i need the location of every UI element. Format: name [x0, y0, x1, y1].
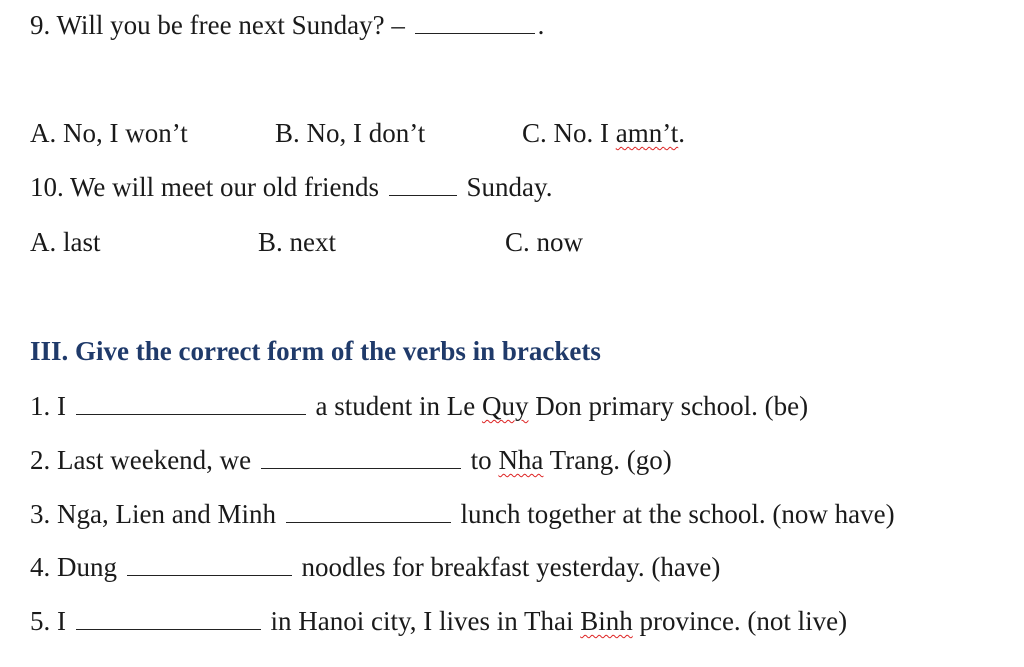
section-heading: III. Give the correct form of the verbs in brackets	[30, 336, 601, 366]
item-3-before: 3. Nga, Lien and Minh	[30, 499, 276, 529]
item-3-after: lunch together at the school. (now have)	[460, 499, 895, 529]
q9-option-c	[522, 116, 685, 150]
question-9-text: 9. Will you be free next Sunday? –	[30, 10, 405, 40]
answer-blank	[127, 553, 292, 576]
question-10-after: Sunday.	[466, 172, 553, 202]
exercise-item-3	[30, 497, 895, 531]
item-5-after-post: province. (not live)	[632, 606, 848, 636]
item-2-after-post: Trang. (go)	[543, 445, 672, 475]
item-2-before: 2. Last weekend, we	[30, 445, 252, 475]
answer-blank	[415, 11, 535, 34]
answer-blank	[286, 500, 451, 523]
item-1-before: 1. I	[30, 391, 66, 421]
spellcheck-flagged-word: Nha	[498, 445, 544, 475]
question-10	[30, 170, 553, 204]
exercise-item-4	[30, 550, 720, 584]
exercise-item-1	[30, 389, 808, 423]
item-1-after-post: Don primary school. (be)	[528, 391, 809, 421]
answer-blank	[261, 446, 461, 469]
item-2-after-pre: to	[470, 445, 499, 475]
q9-option-c-prefix: C. No. I	[522, 118, 616, 148]
q10-option-c: C. now	[505, 227, 584, 257]
item-4-after: noodles for breakfast yesterday. (have)	[301, 552, 721, 582]
question-10-before: 10. We will meet our old friends	[30, 172, 380, 202]
spellcheck-flagged-word: Binh	[580, 606, 633, 636]
item-5-before: 5. I	[30, 606, 66, 636]
spellcheck-flagged-word: Quy	[481, 391, 529, 421]
q9-option-b: B. No, I don’t	[275, 118, 426, 148]
spellcheck-flagged-word: amn’t	[615, 118, 679, 148]
item-5-after-pre: in Hanoi city, I lives in Thai	[270, 606, 581, 636]
question-9-end: .	[537, 10, 545, 40]
q9-option-c-suffix: .	[678, 118, 685, 148]
q9-option-a: A. No, I won’t	[30, 118, 188, 148]
exercise-item-5	[30, 604, 847, 638]
q10-option-a: A. last	[30, 227, 101, 257]
item-4-before: 4. Dung	[30, 552, 117, 582]
item-1-after-pre: a student in Le	[315, 391, 482, 421]
answer-blank	[76, 392, 306, 415]
answer-blank	[76, 607, 261, 630]
q10-option-b: B. next	[258, 227, 336, 257]
question-9	[30, 8, 544, 42]
exercise-item-2	[30, 443, 672, 477]
answer-blank	[389, 173, 457, 196]
